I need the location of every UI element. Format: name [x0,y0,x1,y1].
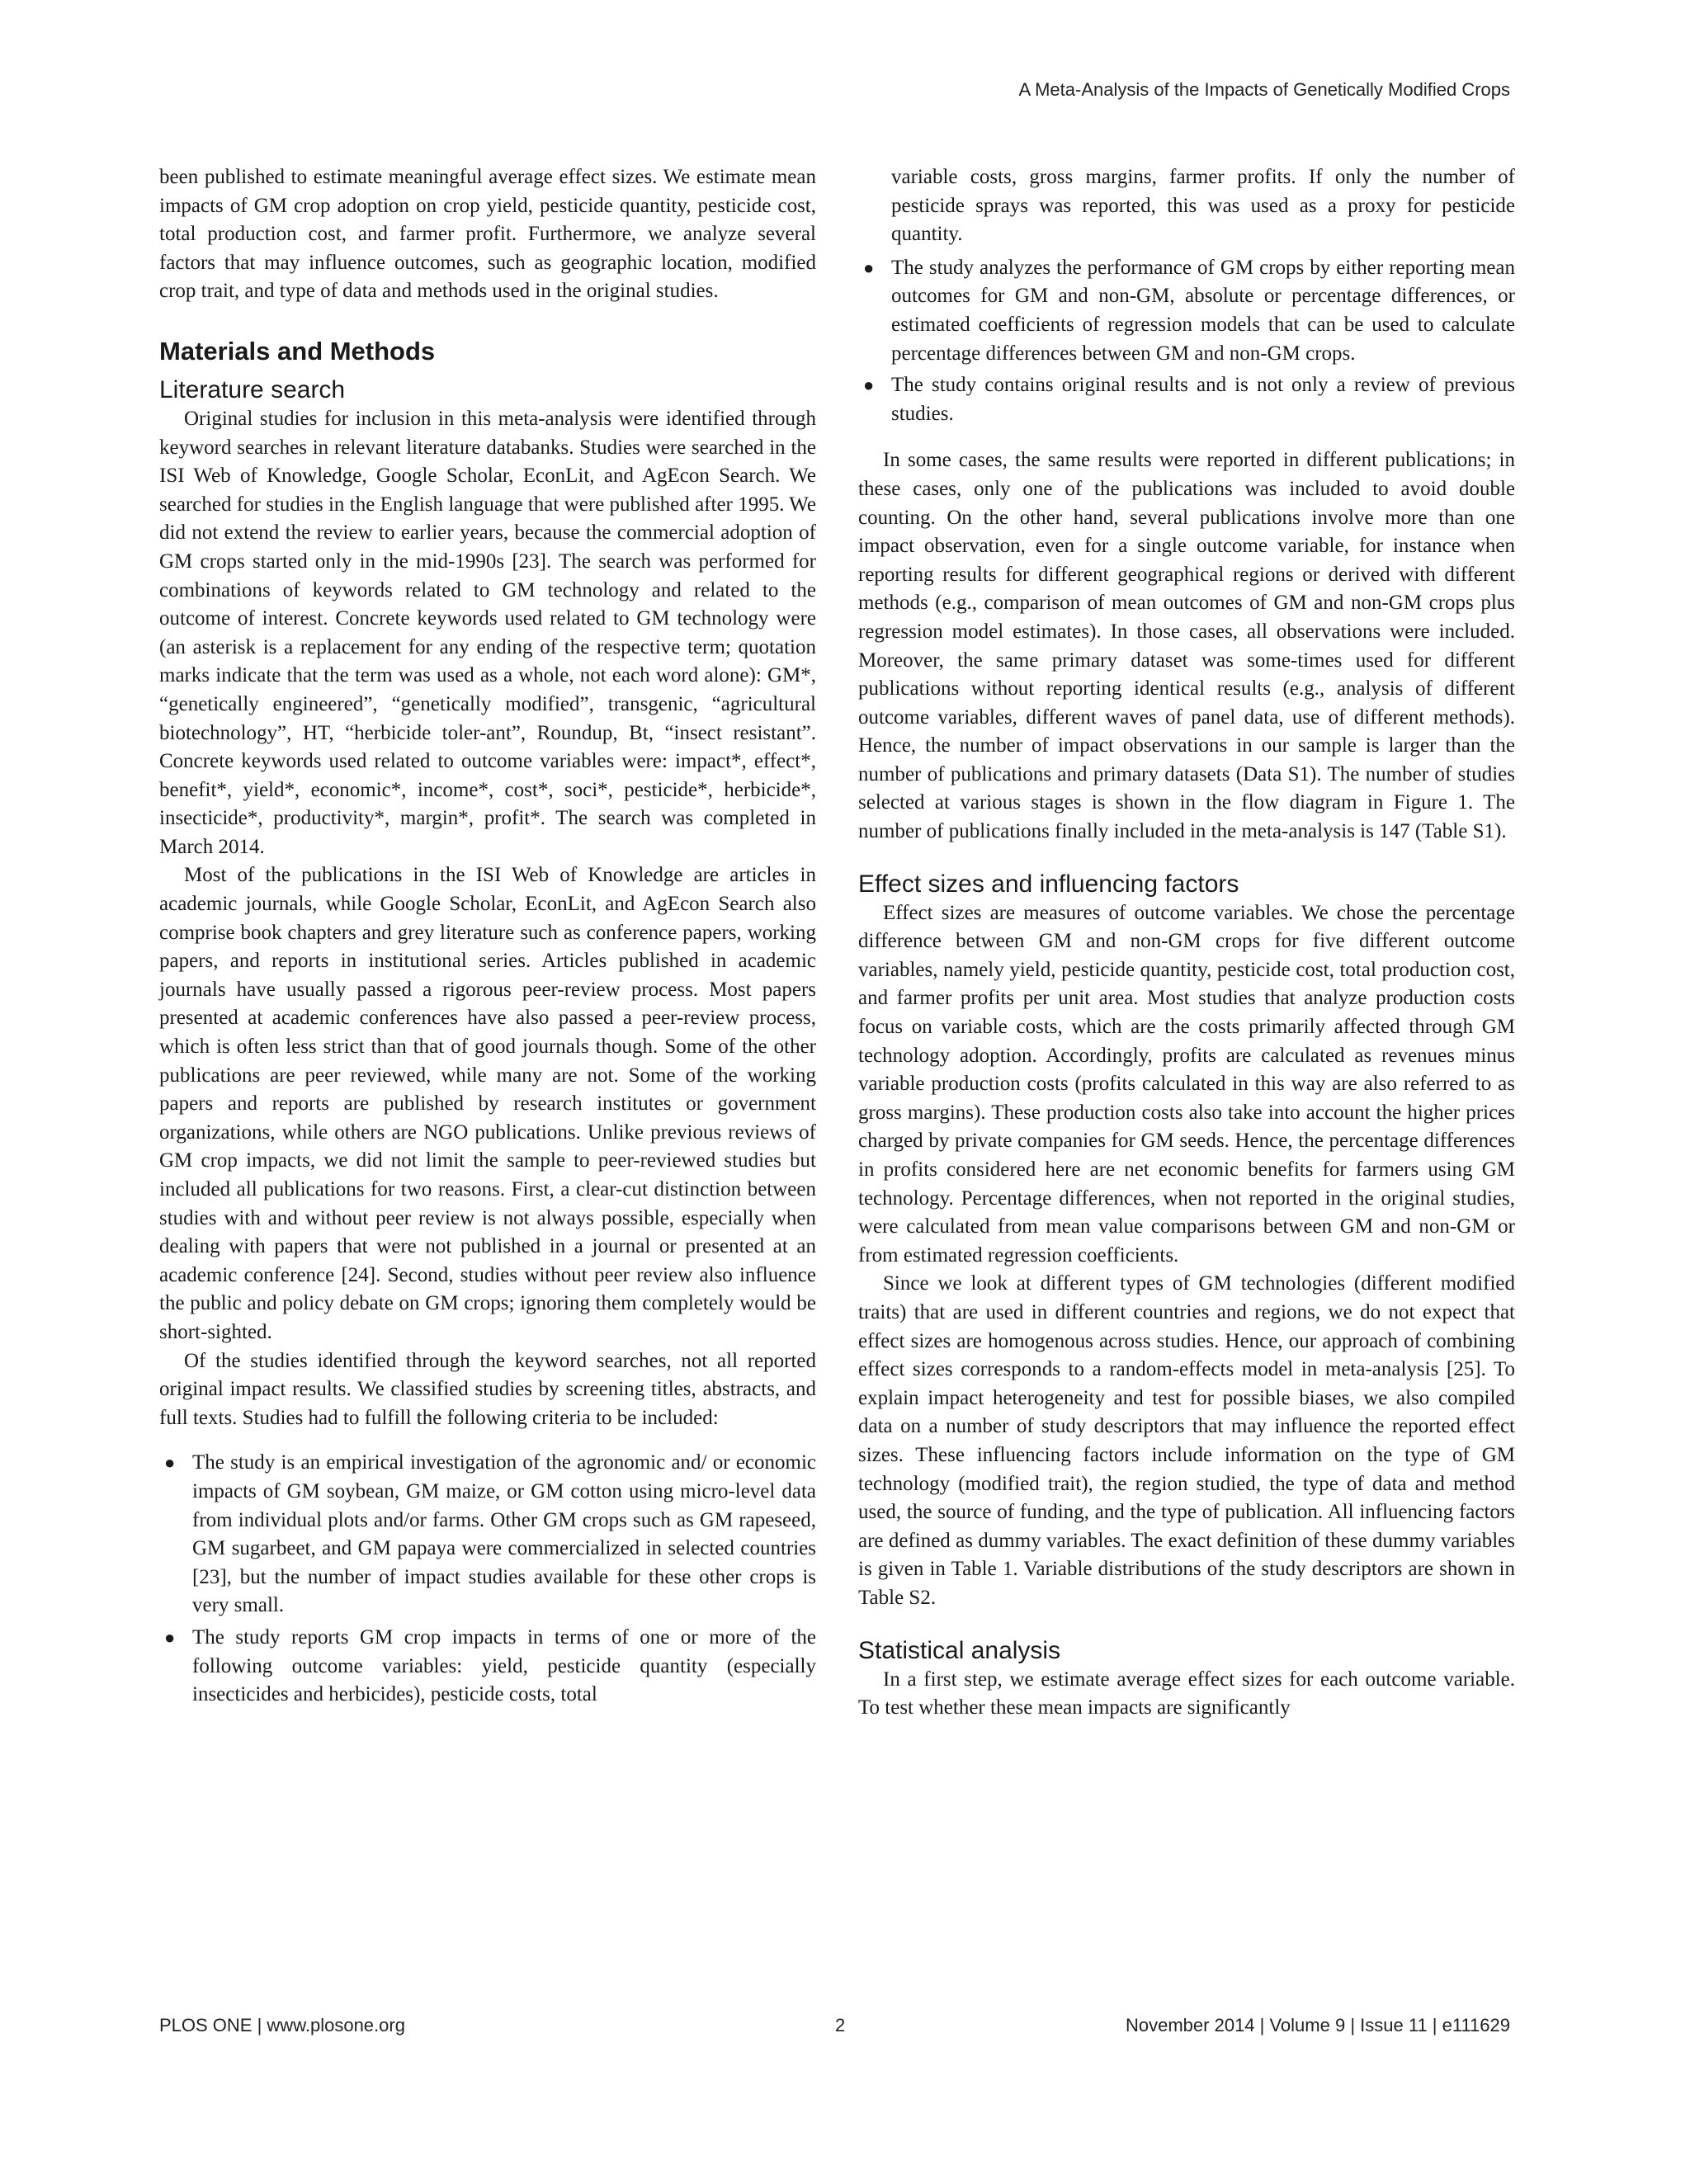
running-title: A Meta-Analysis of the Impacts of Genetically Modified Crops [1018,79,1510,100]
list-item: ● The study analyzes the performance of GM crops by either reporting mean outcomes for GM and non-GM, absolute or percentage differences, or estimated coefficients of regression models that can be used to calculate percentage differences between GM and non-GM crops. [858,254,1515,368]
bullet-icon: ● [164,1626,176,1648]
bullet-continuation: variable costs, gross margins, farmer profits. If only the number of pesticide sprays was reported, this was used as a proxy for pesticide quantity. [891,166,1515,246]
list-item: ● The study is an empirical investigation of the agronomic and/ or economic impacts of GM soybean, GM maize, or GM cotton using micro-level data from individual plots and/or farms. Other GM crops such as GM rapeseed, GM sugarbeet, and GM papaya were commercialized in selected countries [23], but the number of impact studies available for these other crops is very small. [159,1449,816,1620]
criteria-list-left [159,1449,816,1709]
footer-journal: PLOS ONE | www.plosone.org [159,2015,405,2035]
paragraph-statistical-analysis: In a first step, we estimate average effect sizes for each outcome variable. To test whether these mean impacts are significantly [858,1667,1515,1719]
intro-paragraph: been published to estimate meaningful average effect sizes. We estimate mean impacts of GM crop adoption on crop yield, pesticide quantity, pesticide cost, total production cost, and farmer profit. Furthermore, we analyze several factors that may influence outcomes, such as geographic location, modified crop trait, and type of data and methods used in the original studies. [159,166,816,303]
bullet-icon: ● [863,375,875,396]
criteria-list-right [858,254,1515,429]
subheading-statistical-analysis: Statistical analysis [858,1636,1061,1664]
section-heading-materials-methods: Materials and Methods [159,336,436,366]
paragraph-effect-sizes-2: Since we look at different types of GM technologies (different modified traits) that are used in different countries and regions, we do not expect that effect sizes are homogenous across studies. Hence, our approach of combining effect sizes corresponds to a random-effects model in meta-analysis [25]. To explain impact heterogeneity and test for possible biases, we also compiled data on a number of study descriptors that may influence the reported effect sizes. These influencing factors include information on the type of GM technology (modified trait), the region studied, the type of data and method used, the source of funding, and the type of publication. All influencing factors are defined as dummy variables. The exact definition of these dummy variables is given in Table 1. Variable distributions of the study descriptors are shown in Table S2. [858,1272,1515,1609]
paragraph-literature-search-1: Original studies for inclusion in this meta-analysis were identified through keyword searches in relevant literature databanks. Studies were searched in the ISI Web of Knowledge, Google Scholar, EconLit, and AgEcon Search. We searched for studies in the English language that were published after 1995. We did not extend the review to earlier years, because the commercial adoption of GM crops started only in the mid-1990s [23]. The search was performed for combinations of keywords related to GM technology and related to the outcome of interest. Concrete keywords used related to GM technology were (an asterisk is a replacement for any ending of the respective term; quotation marks indicate that the term was used as a whole, not each word alone): GM*, “genetically engineered”, “genetically modified”, transgenic, “agricultural biotechnology”, HT, “herbicide toler-ant”, Roundup, Bt, “insect resistant”. Concrete keywords used related to outcome variables were: impact*, effect*, benefit*, yield*, economic*, income*, cost*, soci*, pesticide*, herbicide*, insecticide*, productivity*, margin*, profit*. The search was completed in March 2014. [159,407,816,858]
subheading-literature-search: Literature search [159,375,346,403]
paragraph-literature-search-3: Of the studies identified through the keyword searches, not all reported original impact results. We classified studies by screening titles, abstracts, and full texts. Studies had to fulfill the following criteria to be included: [159,1349,816,1429]
right-column [858,163,1515,1723]
footer-page-number: 2 [835,2015,846,2035]
subheading-effect-sizes: Effect sizes and influencing factors [858,870,1239,898]
left-column [159,163,816,1713]
paragraph-double-counting: In some cases, the same results were reported in different publications; in these cases, only one of the publications was included to avoid double counting. On the other hand, several publications involve more than one impact observation, even for a single outcome variable, for instance when reporting results for different geographical regions or derived with different methods (e.g., comparison of mean outcomes of GM and non-GM crops plus regression model estimates). In those cases, all observations were included. Moreover, the same primary dataset was some-times used for different publications without reporting identical results (e.g., analysis of different outcome variables, different waves of panel data, use of different methods). Hence, the number of impact observations in our sample is larger than the number of publications and primary datasets (Data S1). The number of studies selected at various stages is shown in the flow diagram in Figure 1. The number of publications finally included in the meta-analysis is 147 (Table S1). [858,449,1515,843]
paragraph-literature-search-2: Most of the publications in the ISI Web of Knowledge are articles in academic journals, while Google Scholar, EconLit, and AgEcon Search also comprise book chapters and grey literature such as conference papers, working papers, and reports in institutional series. Articles published in academic journals have usually passed a rigorous peer-review process. Most papers presented at academic conferences have also passed a peer-review process, which is often less strict than that of good journals though. Some of the other publications are peer reviewed, while many are not. Some of the working papers and reports are published by research institutes or government organizations, while others are NGO publications. Unlike previous reviews of GM crop impacts, we did not limit the sample to peer-reviewed studies but included all publications for two reasons. First, a clear-cut distinction between studies with and without peer review is not always possible, especially when dealing with papers that were not published in a journal or presented at an academic conference [24]. Second, studies without peer review also influence the public and policy debate on GM crops; ignoring them completely would be short-sighted. [159,864,816,1343]
bullet-icon: ● [164,1452,176,1474]
list-item: ● The study contains original results and is not only a review of previous studies. [858,371,1515,428]
footer-issue-info: November 2014 | Volume 9 | Issue 11 | e111629 [1126,2015,1510,2035]
list-item: ● The study reports GM crop impacts in terms of one or more of the following outcome variables: yield, pesticide quantity (especially insecticides and herbicides), pesticide costs, total [159,1624,816,1710]
bullet-icon: ● [863,257,875,278]
paragraph-effect-sizes-1: Effect sizes are measures of outcome variables. We chose the percentage difference between GM and non-GM crops for five different outcome variables, namely yield, pesticide quantity, pesticide cost, total production cost, and farmer profits per unit area. Most studies that analyze production costs focus on variable costs, which are the costs primarily affected through GM technology adoption. Accordingly, profits are calculated as revenues minus variable production costs (profits calculated in this way are also referred to as gross margins). These production costs also take into account the higher prices charged by private companies for GM seeds. Hence, the percentage differences in profits considered here are net economic benefits for farmers using GM technology. Percentage differences, when not reported in the original studies, were calculated from mean value comparisons between GM and non-GM or from estimated regression coefficients. [858,901,1515,1267]
